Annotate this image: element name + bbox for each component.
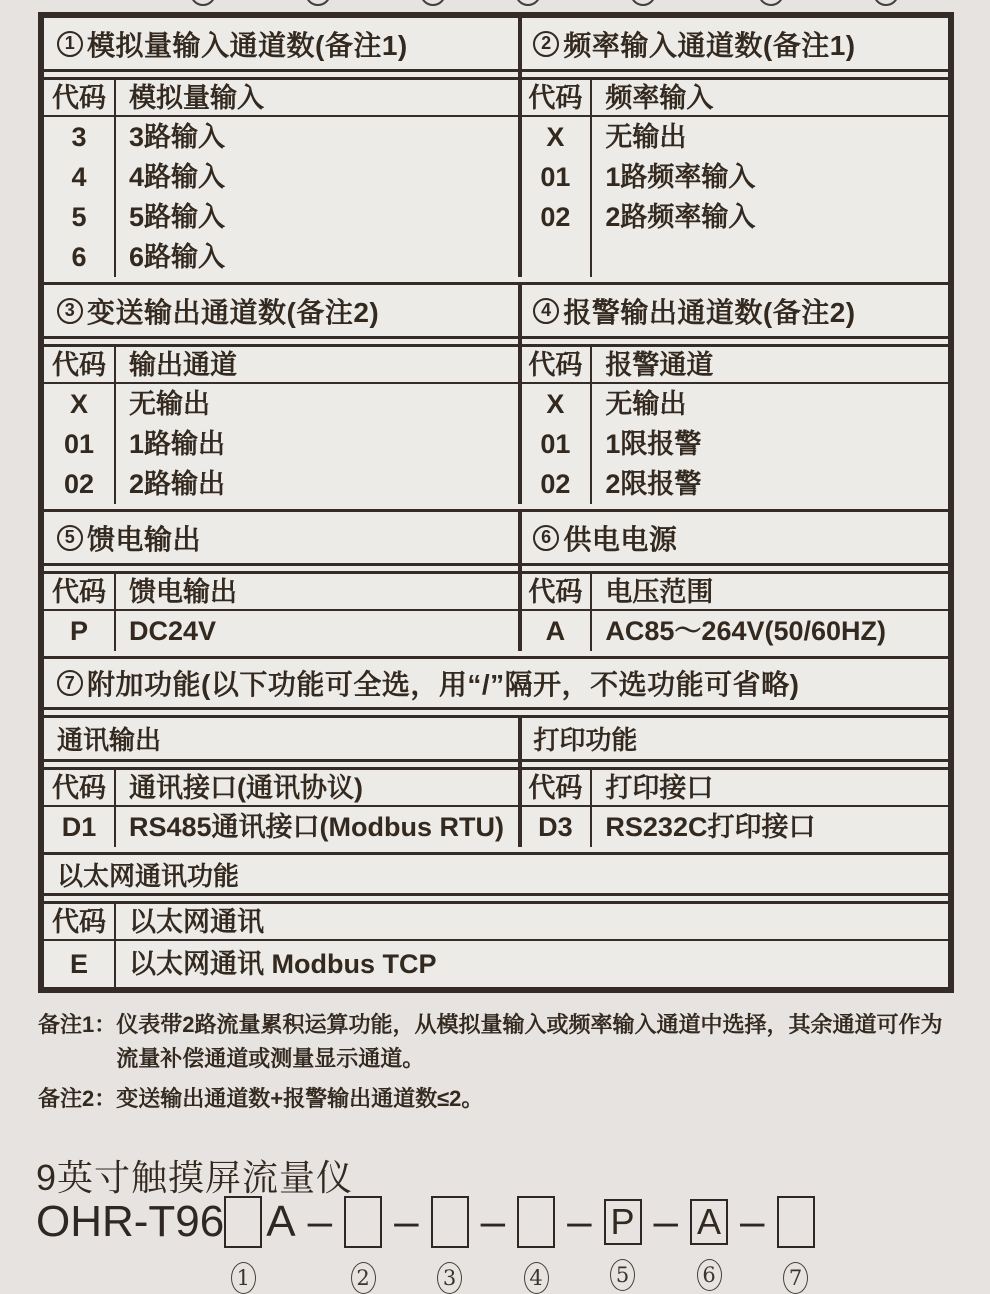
footnote-label: 备注2： — [38, 1086, 117, 1111]
column-header-desc: 频率输入 — [592, 80, 948, 117]
section-title-text: 频率输入通道数(备注1) — [563, 29, 856, 61]
section-frequency-input — [520, 18, 948, 277]
section-addons — [44, 656, 948, 987]
section-title-text: 模拟量输入通道数(备注1) — [87, 29, 408, 61]
footnotes — [38, 1008, 958, 1116]
circled-number-icon: 6 — [533, 525, 559, 551]
section-title-text: 供电电源 — [563, 523, 678, 555]
section-title-alarm — [520, 285, 948, 339]
section-analog-input — [44, 18, 520, 277]
code-cell: 3 — [71, 122, 87, 152]
alarm-table — [520, 344, 948, 504]
desc-cell: 无输出 — [605, 122, 687, 152]
footnote-1 — [38, 1008, 958, 1076]
model-box-7 — [777, 1196, 815, 1248]
frequency-table — [520, 77, 948, 277]
column-header-desc: 报警通道 — [592, 347, 948, 384]
transmit-table — [44, 344, 520, 504]
footnote-label: 备注1： — [38, 1012, 117, 1037]
column-header-desc: 打印接口 — [592, 770, 948, 807]
column-header-code: 代码 — [44, 770, 114, 807]
desc-cell: 3路输入 — [129, 122, 226, 152]
section-title-feed — [44, 512, 520, 566]
desc-cell: 1路输出 — [129, 429, 226, 459]
code-cell: 01 — [63, 429, 95, 459]
cropped-circle-icon — [758, 0, 784, 6]
subsection-title-ethernet: 以太网通讯功能 — [44, 852, 948, 896]
model-box-1 — [224, 1196, 262, 1248]
column-header-code: 代码 — [44, 904, 114, 941]
model-slot-7 — [777, 1196, 815, 1294]
code-cell: P — [69, 616, 88, 646]
section-feed-output — [44, 512, 520, 651]
cropped-circle-icon — [515, 0, 541, 6]
section-title-frequency — [520, 18, 948, 72]
column-header-desc: 通讯接口(通讯协议) — [116, 770, 520, 807]
product-title: 9英寸触摸屏流量仪 — [36, 1157, 354, 1198]
column-header-desc: 模拟量输入 — [116, 80, 520, 117]
model-box-4 — [517, 1196, 555, 1248]
model-slot-5 — [604, 1196, 642, 1291]
footnote-2 — [38, 1082, 958, 1116]
model-box-2 — [344, 1196, 382, 1248]
desc-cell: 无输出 — [605, 389, 687, 419]
section-title-text: 变送输出通道数(备注2) — [87, 296, 380, 328]
section-pair-analog-frequency — [44, 18, 948, 277]
section-pair-feed-power — [44, 509, 948, 651]
circled-number-icon: 3 — [57, 298, 83, 324]
model-dash: – — [567, 1197, 592, 1246]
model-slot-4 — [517, 1196, 555, 1294]
model-slot-1 — [224, 1196, 262, 1294]
position-number-3: 3 — [437, 1262, 462, 1294]
code-cell: D1 — [61, 812, 97, 842]
position-number-2: 2 — [351, 1262, 376, 1294]
desc-cell: 1路频率输入 — [605, 162, 756, 192]
subsection-title-print: 打印功能 — [520, 718, 948, 762]
subsection-title-comm: 通讯输出 — [44, 718, 520, 762]
circled-number-icon: 7 — [57, 670, 83, 696]
circled-number-icon: 4 — [533, 298, 559, 324]
column-header-code: 代码 — [520, 347, 590, 384]
addons-comm-print-pair — [44, 715, 948, 847]
power-table — [520, 571, 948, 651]
code-cell: X — [546, 389, 565, 419]
section-title-addons — [44, 656, 948, 710]
section-title-transmit — [44, 285, 520, 339]
model-box-3 — [431, 1196, 469, 1248]
column-header-code: 代码 — [520, 80, 590, 117]
ethernet-table — [44, 901, 948, 987]
subsection-print — [520, 718, 948, 847]
model-dash: – — [480, 1197, 506, 1246]
cropped-circle-icon — [420, 0, 446, 6]
cropped-circle-icon — [190, 0, 216, 6]
code-cell: D3 — [538, 812, 573, 842]
model-dash: – — [740, 1197, 765, 1246]
column-header-code: 代码 — [520, 770, 590, 807]
section-power-supply — [520, 512, 948, 651]
column-header-code: 代码 — [520, 574, 590, 611]
code-cell: 02 — [540, 202, 571, 232]
position-number-1: 1 — [231, 1262, 256, 1294]
code-cell: A — [545, 616, 566, 646]
cropped-circle-icon — [305, 0, 331, 6]
position-number-7: 7 — [783, 1262, 808, 1294]
circled-number-icon: 5 — [57, 525, 83, 551]
position-number-4: 4 — [524, 1262, 549, 1294]
desc-cell: RS232C打印接口 — [605, 812, 816, 842]
circled-number-icon: 1 — [57, 31, 83, 57]
model-dash: – — [394, 1197, 419, 1246]
desc-cell: 2路输出 — [129, 469, 226, 499]
column-header-desc: 馈电输出 — [116, 574, 520, 611]
desc-cell: DC24V — [129, 616, 217, 646]
column-header-desc: 以太网通讯 — [116, 904, 948, 941]
desc-cell: AC85～264V(50/60HZ) — [605, 616, 887, 646]
column-header-code: 代码 — [44, 80, 114, 117]
code-cell: X — [69, 389, 88, 419]
column-header-desc: 电压范围 — [592, 574, 948, 611]
desc-cell: 2限报警 — [605, 469, 702, 499]
model-slot-6 — [690, 1196, 728, 1291]
print-table — [520, 767, 948, 847]
comm-table — [44, 767, 520, 847]
section-title-text: 馈电输出 — [87, 523, 202, 555]
position-number-5: 5 — [610, 1259, 635, 1291]
section-transmit-output — [44, 285, 520, 504]
section-alarm-output — [520, 285, 948, 504]
desc-cell: 5路输入 — [129, 202, 226, 232]
desc-cell: 1限报警 — [605, 429, 702, 459]
model-slot-3 — [431, 1196, 469, 1294]
desc-cell: 6路输入 — [129, 242, 226, 272]
code-cell: X — [546, 122, 565, 152]
circled-number-icon: 2 — [533, 31, 559, 57]
model-dash: – — [653, 1197, 679, 1246]
analog-table — [44, 77, 520, 277]
code-cell: 4 — [71, 162, 87, 192]
model-dash: – — [307, 1197, 333, 1246]
desc-cell: RS485通讯接口(Modbus RTU) — [129, 812, 505, 842]
desc-cell: 无输出 — [129, 389, 210, 419]
section-title-text: 附加功能(以下功能可全选，用“/”隔开，不选功能可省略) — [87, 669, 800, 700]
desc-cell: 2路频率输入 — [605, 202, 756, 232]
footnote-text: 变送输出通道数+报警输出通道数≤2。 — [116, 1086, 484, 1111]
cropped-circle-icon — [630, 0, 656, 6]
code-cell: 02 — [63, 469, 95, 499]
model-selection-table — [38, 12, 954, 993]
subsection-comm-output — [44, 718, 520, 847]
section-title-power — [520, 512, 948, 566]
code-cell: E — [69, 949, 88, 979]
section-pair-transmit-alarm — [44, 282, 948, 504]
feed-table — [44, 571, 520, 651]
cropped-circle-icon — [873, 0, 899, 6]
column-header-desc: 输出通道 — [116, 347, 520, 384]
model-prefix: OHR-T96 — [36, 1197, 225, 1246]
code-cell: 02 — [540, 469, 571, 499]
model-slot-2 — [344, 1196, 382, 1294]
footnote-text: 仪表带2路流量累积运算功能，从模拟量输入或频率输入通道中选择，其余通道可作为流量补偿通道或测量显示通道。 — [116, 1012, 943, 1071]
position-number-6: 6 — [697, 1259, 722, 1291]
code-cell: 6 — [71, 242, 87, 272]
code-cell: 01 — [540, 429, 571, 459]
model-box-6: A — [690, 1199, 728, 1245]
column-header-code: 代码 — [44, 347, 114, 384]
column-header-code: 代码 — [44, 574, 114, 611]
model-box-5: P — [604, 1199, 642, 1245]
section-title-analog — [44, 18, 520, 72]
model-fixed-letter: A — [266, 1197, 296, 1246]
section-title-text: 报警输出通道数(备注2) — [563, 296, 856, 328]
desc-cell: 4路输入 — [129, 162, 226, 192]
code-cell: 5 — [71, 202, 87, 232]
code-cell: 01 — [540, 162, 571, 192]
model-number-diagram — [36, 1196, 815, 1294]
desc-cell: 以太网通讯 Modbus TCP — [129, 949, 437, 979]
